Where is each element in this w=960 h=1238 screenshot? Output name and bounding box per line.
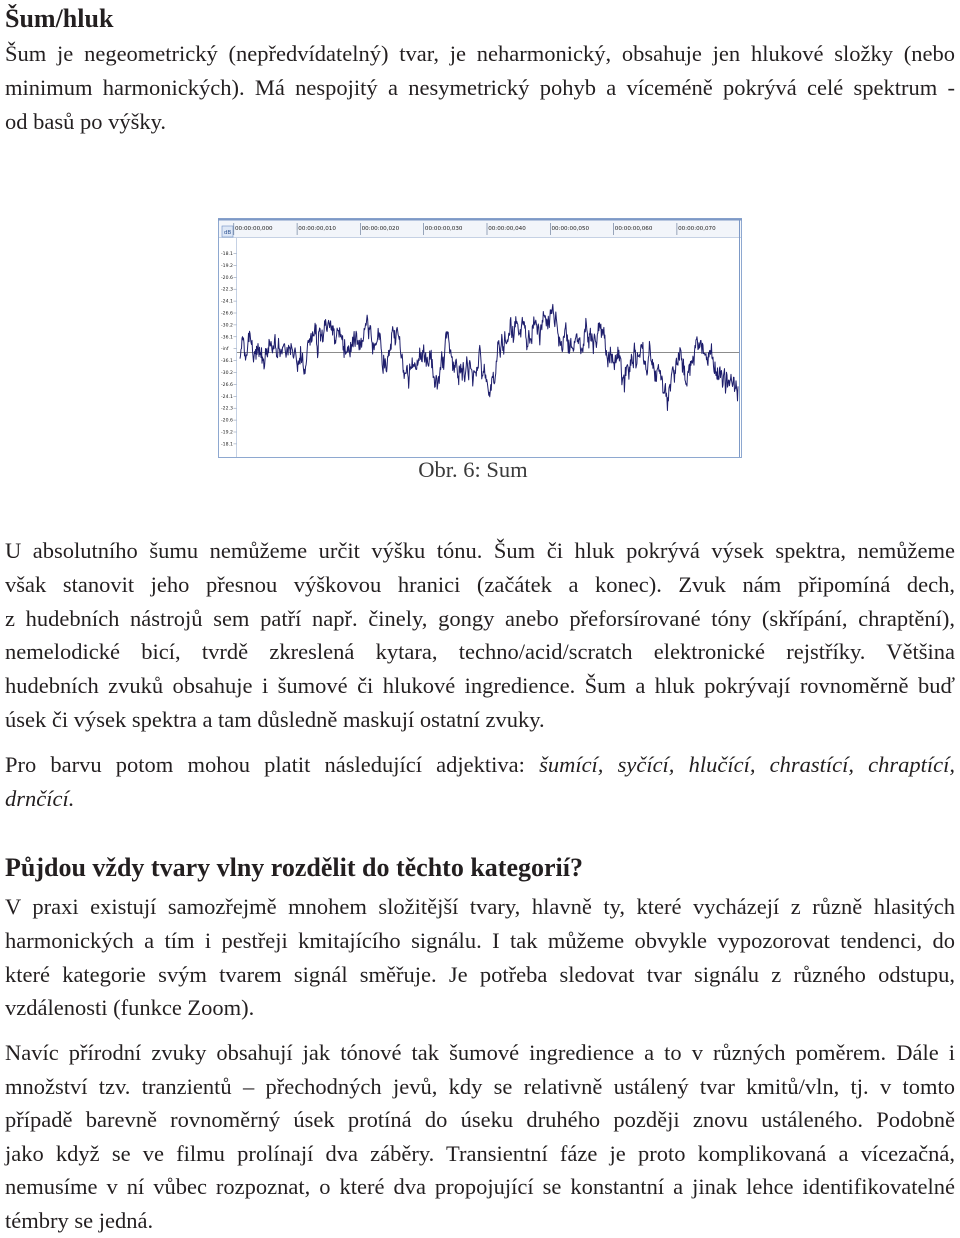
figure-caption: Obr. 6: Sum <box>418 457 528 482</box>
amplitude-label: -19.2 <box>221 430 233 436</box>
amplitude-label: -30.2 <box>221 323 233 329</box>
unit-label: dB <box>223 229 232 236</box>
text-line: vzdálenosti (funkce Zoom). <box>5 995 255 1021</box>
paragraph-timbre-adjectives <box>5 748 955 816</box>
text-line: U absolutního šumu nemůžeme určit výšku tónu. Šum či hluk pokrývá výsek spektra, nemůžeme <box>5 538 955 563</box>
paragraph-noise-pitch <box>5 534 955 737</box>
amplitude-label: -20.6 <box>221 275 233 281</box>
figure-noise-waveform <box>218 218 742 458</box>
timeline-label: 00:00:00,060 <box>614 226 653 232</box>
text-line: jako když se ve filmu prolínají dva záběry. Transientní fáze je proto komplikovaná a vícezačná, <box>5 1140 955 1166</box>
timeline-label: 00:00:00,050 <box>551 226 590 232</box>
section-heading-sum-hluk: Šum/hluk <box>5 4 114 33</box>
text-line: minimum harmonických). Má nespojitý a nesymetrický pohyb a víceméně pokrývá celé spektrum - <box>5 74 955 100</box>
amplitude-label: -36.1 <box>221 359 233 365</box>
amplitude-label: -19.2 <box>221 263 233 269</box>
timeline-label: 00:00:00,010 <box>298 226 336 232</box>
amplitude-label: -30.2 <box>221 371 233 376</box>
amplitude-label: -26.6 <box>221 311 233 317</box>
amplitude-label: -18.1 <box>221 442 233 448</box>
amplitude-label: -18.1 <box>221 252 233 257</box>
timeline-label: 00:00:00,020 <box>361 226 400 232</box>
amplitude-label: -36.1 <box>221 335 233 341</box>
paragraph-transients <box>5 1036 955 1238</box>
text-line: úsek či výsek spektra a tam důsledně maskují ostatní zvuky. <box>5 706 545 732</box>
amplitude-label: -24.1 <box>221 299 233 305</box>
text-line <box>5 748 955 782</box>
adjective-list-continued: drnčící. <box>5 785 75 811</box>
amplitude-label: -26.6 <box>221 382 233 388</box>
adjectives-intro: Pro barvu potom mohou platit následující adjektiva: <box>5 752 540 777</box>
text-line: množství tzv. tranzientů – přechodných jevů, kdy se relativně ustálený tvar kmitů/vln, tj. v tomto <box>5 1073 955 1099</box>
text-line: nemelodické bicí, tvrdě zkreslená kytara, techno/acid/scratch elektronické rejstříky. Většina <box>5 639 955 665</box>
timeline-label: 00:00:00,030 <box>424 226 463 232</box>
amplitude-label: -22.3 <box>221 287 233 293</box>
amplitude-label: -22.3 <box>221 406 233 412</box>
amplitude-label: -inf <box>221 347 229 353</box>
text-line: témbry se jedná. <box>5 1207 154 1233</box>
text-line: Navíc přírodní zvuky obsahují jak tónové tak šumové ingredience a to v různých poměrem. Dále i <box>5 1040 955 1065</box>
text-line: od basů po výšky. <box>5 108 167 134</box>
text-line: Šum je negeometrický (nepředvídatelný) tvar, je neharmonický, obsahuje jen hlukové složky (nebo <box>5 41 955 66</box>
text-line: nemusíme v ní vůbec rozpoznat, o které dva propojující se konstantní a jinak lehce identifikovatelné <box>5 1174 955 1200</box>
text-line: které kategorie svým tvarem signál směřuje. Je potřeba sledovat tvar signálu z různého odstupu, <box>5 961 955 987</box>
adjective-list: šumící, syčící, hlučící, chrastící, chraptící, <box>539 752 955 777</box>
timeline-label: 00:00:00,000 <box>235 226 273 232</box>
figure-frame <box>219 219 742 458</box>
text-line: hudebních zvuků obsahuje i šumové či hlukové ingredience. Šum a hluk pokrývají rovnoměrně buď <box>5 673 955 699</box>
amplitude-label: -20.6 <box>221 418 233 424</box>
text-line: případě barevně rovnoměrný úsek protíná do úseku druhého později znovu ustáleného. Podobně <box>5 1107 955 1133</box>
text-line: V praxi existují samozřejmě mnohem složitější tvary, hlavně ty, které vycházejí z různě hlasitých <box>5 894 955 919</box>
paragraph-noise-definition <box>5 37 955 138</box>
timeline-label: 00:00:00,040 <box>488 226 526 232</box>
text-line: harmonických a tím i pestřeji kmitajícího signálu. I tak můžeme obvykle vypozorovat tendenci, do <box>5 927 955 953</box>
text-line: z hudebních nástrojů sem patří např. činely, gongy anebo přeforsírované tóny (skřípání, chraptění), <box>5 605 955 631</box>
section-heading-waveform-categories: Půjdou vždy tvary vlny rozdělit do těchto kategorií? <box>5 853 583 882</box>
paragraph-complex-waveforms <box>5 890 955 1025</box>
timeline-label: 00:00:00,070 <box>678 226 716 232</box>
text-line: však stanovit jeho přesnou výškovou hranici (začátek a konec). Zvuk nám připomíná dech, <box>5 571 955 597</box>
amplitude-label: -24.1 <box>221 394 233 400</box>
